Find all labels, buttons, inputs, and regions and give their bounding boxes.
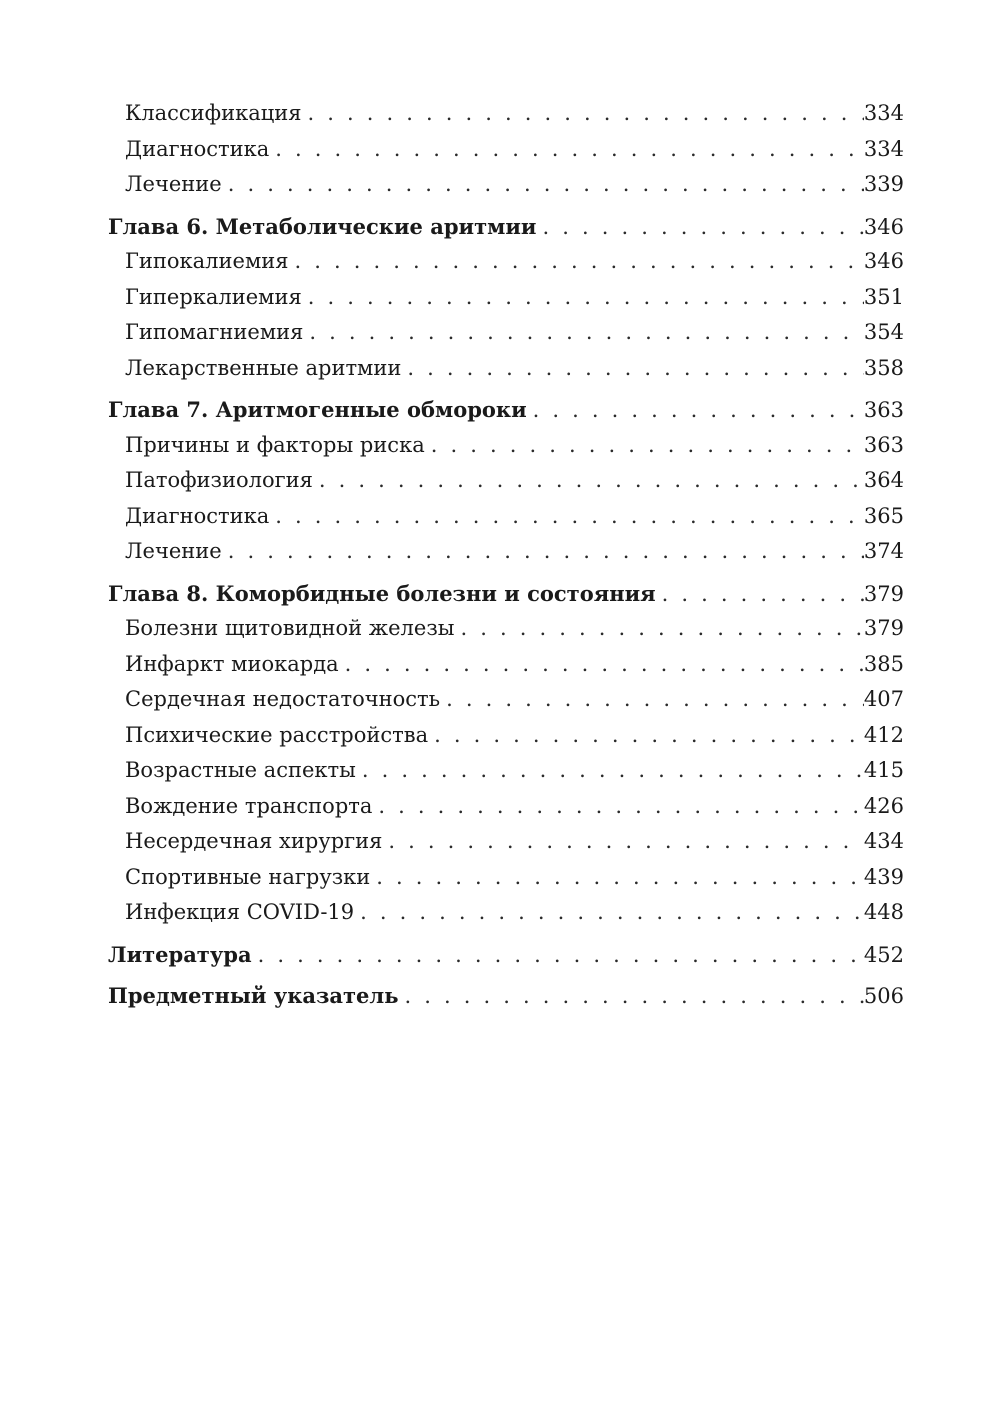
toc-entry-title: Возрастные аспекты [125,758,356,782]
toc-section-entry[interactable] [108,824,904,860]
toc-entry-page-number: 346 [863,249,904,273]
toc-entry-title: Болезни щитовидной железы [125,616,455,640]
dot-leader [358,895,864,931]
toc-entry-page-number: 365 [863,503,904,528]
toc-entry-title: Патофизиология [125,468,313,492]
toc-entry-page-number: 412 [863,722,904,747]
toc-entry-title: Психические расстройства [125,722,429,747]
toc-section-entry[interactable] [108,96,904,132]
toc-chapter-entry[interactable] [108,576,904,612]
toc-entry-page-number: 351 [863,284,904,309]
dot-leader [540,210,863,246]
toc-entry-page-number: 385 [863,651,904,676]
toc-entry-title: Диагностика [125,503,270,528]
toc-entry-page-number: 452 [863,942,904,967]
toc-chapter-entry[interactable] [108,978,904,1014]
toc-entry-title: Глава 8. Коморбидные болезни и состояния [108,580,656,606]
toc-entry-page-number: 407 [863,687,904,711]
toc-entry-page-number: 346 [863,214,904,239]
dot-leader [386,824,864,860]
toc-entry-title: Глава 7. Аритмогенные обмороки [108,397,527,422]
dot-leader [306,280,864,316]
toc-entry-page-number: 358 [863,355,904,380]
toc-entry-page-number: 334 [863,101,904,125]
dot-leader [402,979,863,1015]
dot-leader [459,611,864,647]
dot-leader [660,577,864,613]
toc-entry-title: Гиперкалиемия [125,284,302,309]
dot-leader [293,244,864,280]
dot-leader [256,938,864,974]
toc-entry-page-number: 339 [863,172,904,196]
toc-section-entry[interactable] [108,244,904,280]
toc-chapter-entry[interactable] [108,937,904,973]
toc-entry-page-number: 374 [863,539,904,563]
dot-leader [432,718,864,754]
toc-entry-title: Инфекция COVID-19 [125,900,355,924]
toc-entry-title: Лекарственные аритмии [125,355,402,380]
dot-leader [376,789,864,825]
toc-entry-page-number: 379 [863,616,904,640]
toc-entry-title: Гипомагниемия [125,320,304,344]
dot-leader [429,428,864,464]
toc-section-entry[interactable] [108,167,904,203]
dot-leader [305,96,863,132]
toc-section-entry[interactable] [108,895,904,931]
dot-leader [360,753,864,789]
toc-section-entry[interactable] [108,315,904,351]
toc-entry-title: Вождение транспорта [125,793,373,818]
toc-entry-title: Инфаркт миокарда [125,651,339,676]
dot-leader [374,860,864,896]
toc-section-entry[interactable] [108,647,904,683]
dot-leader [444,682,864,718]
dot-leader [226,167,864,203]
toc-entry-title: Лечение [125,172,222,196]
toc-section-entry[interactable] [108,534,904,570]
toc-section-entry[interactable] [108,682,904,718]
toc-entry-title: Спортивные нагрузки [125,864,371,889]
toc-entry-page-number: 354 [863,320,904,344]
dot-leader [273,499,864,535]
toc-entry-page-number: 426 [863,793,904,818]
toc-entry-page-number: 434 [863,829,904,853]
dot-leader [226,534,864,570]
dot-leader [343,647,864,683]
toc-entry-title: Литература [108,941,252,967]
toc-section-entry[interactable] [108,753,904,789]
toc-chapter-entry[interactable] [108,209,904,245]
table-of-contents [108,96,904,1014]
toc-section-entry[interactable] [108,351,904,387]
toc-entry-page-number: 363 [863,398,904,422]
toc-entry-title: Глава 6. Метаболические аритмии [108,213,537,239]
toc-entry-page-number: 363 [863,432,904,457]
toc-entry-title: Причины и факторы риска [125,432,425,457]
dot-leader [405,351,864,387]
dot-leader [317,463,864,499]
toc-section-entry[interactable] [108,860,904,896]
toc-entry-page-number: 439 [863,864,904,889]
toc-section-entry[interactable] [108,611,904,647]
toc-chapter-entry[interactable] [108,392,904,428]
dot-leader [307,315,864,351]
toc-entry-title: Классификация [125,101,302,125]
toc-entry-title: Лечение [125,539,222,563]
toc-entry-title: Предметный указатель [108,983,399,1008]
toc-entry-title: Несердечная хирургия [125,829,383,853]
toc-section-entry[interactable] [108,132,904,168]
toc-entry-page-number: 334 [863,136,904,161]
toc-section-entry[interactable] [108,428,904,464]
toc-entry-page-number: 364 [863,468,904,492]
toc-entry-title: Сердечная недостаточность [125,687,441,711]
toc-entry-title: Диагностика [125,136,270,161]
toc-section-entry[interactable] [108,718,904,754]
toc-section-entry[interactable] [108,789,904,825]
toc-entry-page-number: 506 [863,984,904,1008]
toc-entry-page-number: 379 [863,581,904,606]
dot-leader [531,393,864,429]
toc-section-entry[interactable] [108,499,904,535]
toc-entry-page-number: 448 [863,900,904,924]
toc-entry-title: Гипокалиемия [125,249,289,273]
toc-section-entry[interactable] [108,463,904,499]
toc-section-entry[interactable] [108,280,904,316]
toc-entry-page-number: 415 [863,758,904,782]
dot-leader [273,132,864,168]
